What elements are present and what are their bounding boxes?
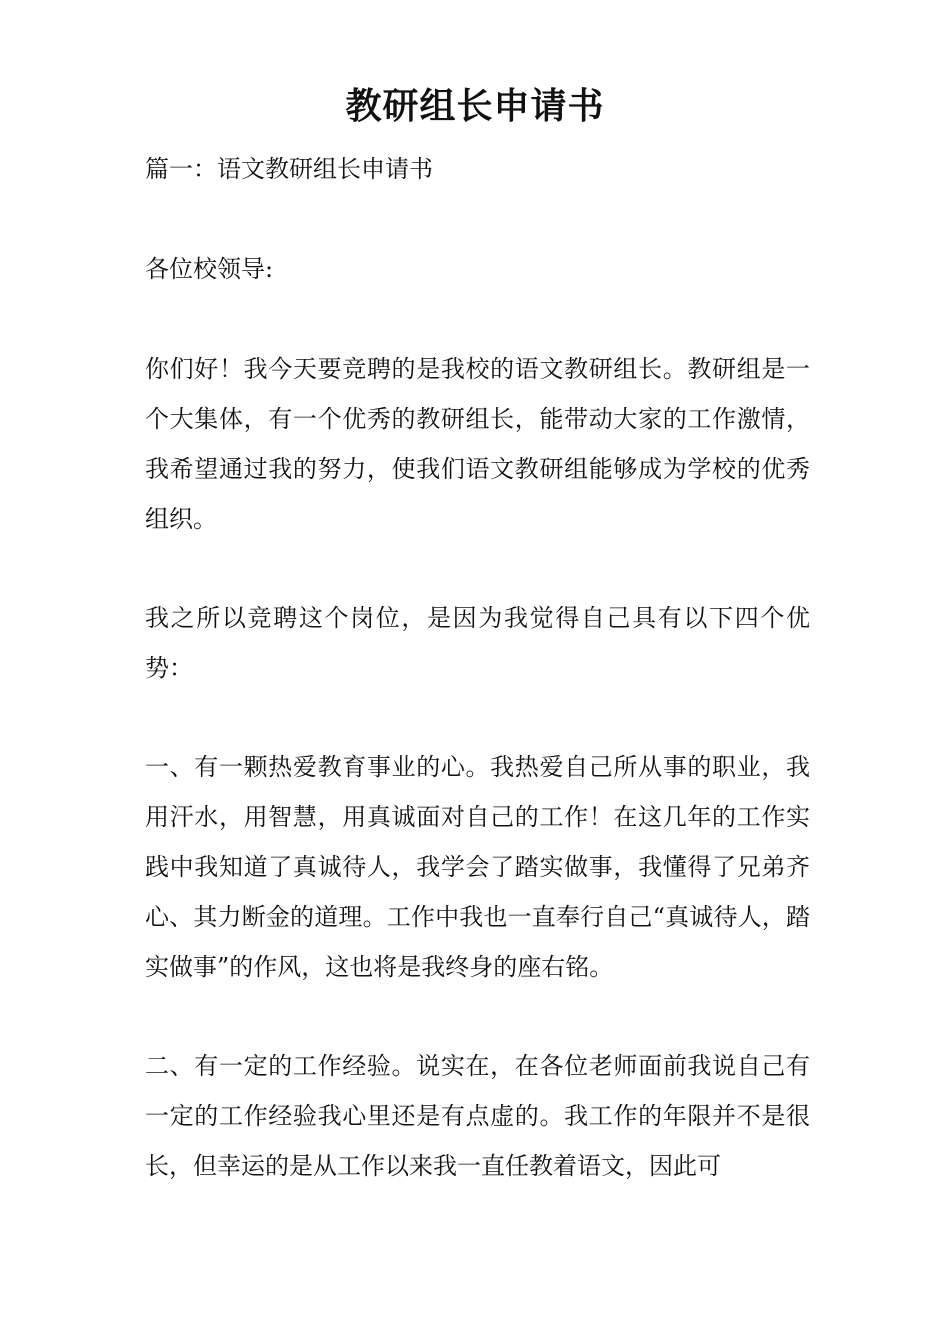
document-subtitle: 篇一：语文教研组长申请书 — [145, 155, 433, 183]
document-title: 教研组长申请书 — [345, 86, 605, 127]
paragraph-intro: 你们好！我今天要竞聘的是我校的语文教研组长。教研组是一个大集体，有一个优秀的教研组长，能带动大家的工作激情，我希望通过我的努力，使我们语文教研组能够成为学校的优秀组织。 — [145, 355, 810, 533]
salutation: 各位校领导: — [145, 255, 274, 283]
paragraph-advantage-two: 二、有一定的工作经验。说实在，在各位老师面前我说自己有一定的工作经验我心里还是有点虚的。我工作的年限并不是很长，但幸运的是从工作以来我一直任教着语文，因此可 — [145, 1052, 810, 1180]
paragraph-advantages-intro: 我之所以竞聘这个岗位，是因为我觉得自己具有以下四个优势： — [145, 604, 810, 682]
paragraph-advantage-one: 一、有一颗热爱教育事业的心。我热爱自己所从事的职业，我用汗水，用智慧，用真诚面对自己的工作！在这几年的工作实践中我知道了真诚待人，我学会了踏实做事，我懂得了兄弟齐心、其力断金的道理。工作中我也一直奉行自己“真诚待人，踏实做事”的作风，这也将是我终身的座右铭。 — [145, 753, 810, 981]
